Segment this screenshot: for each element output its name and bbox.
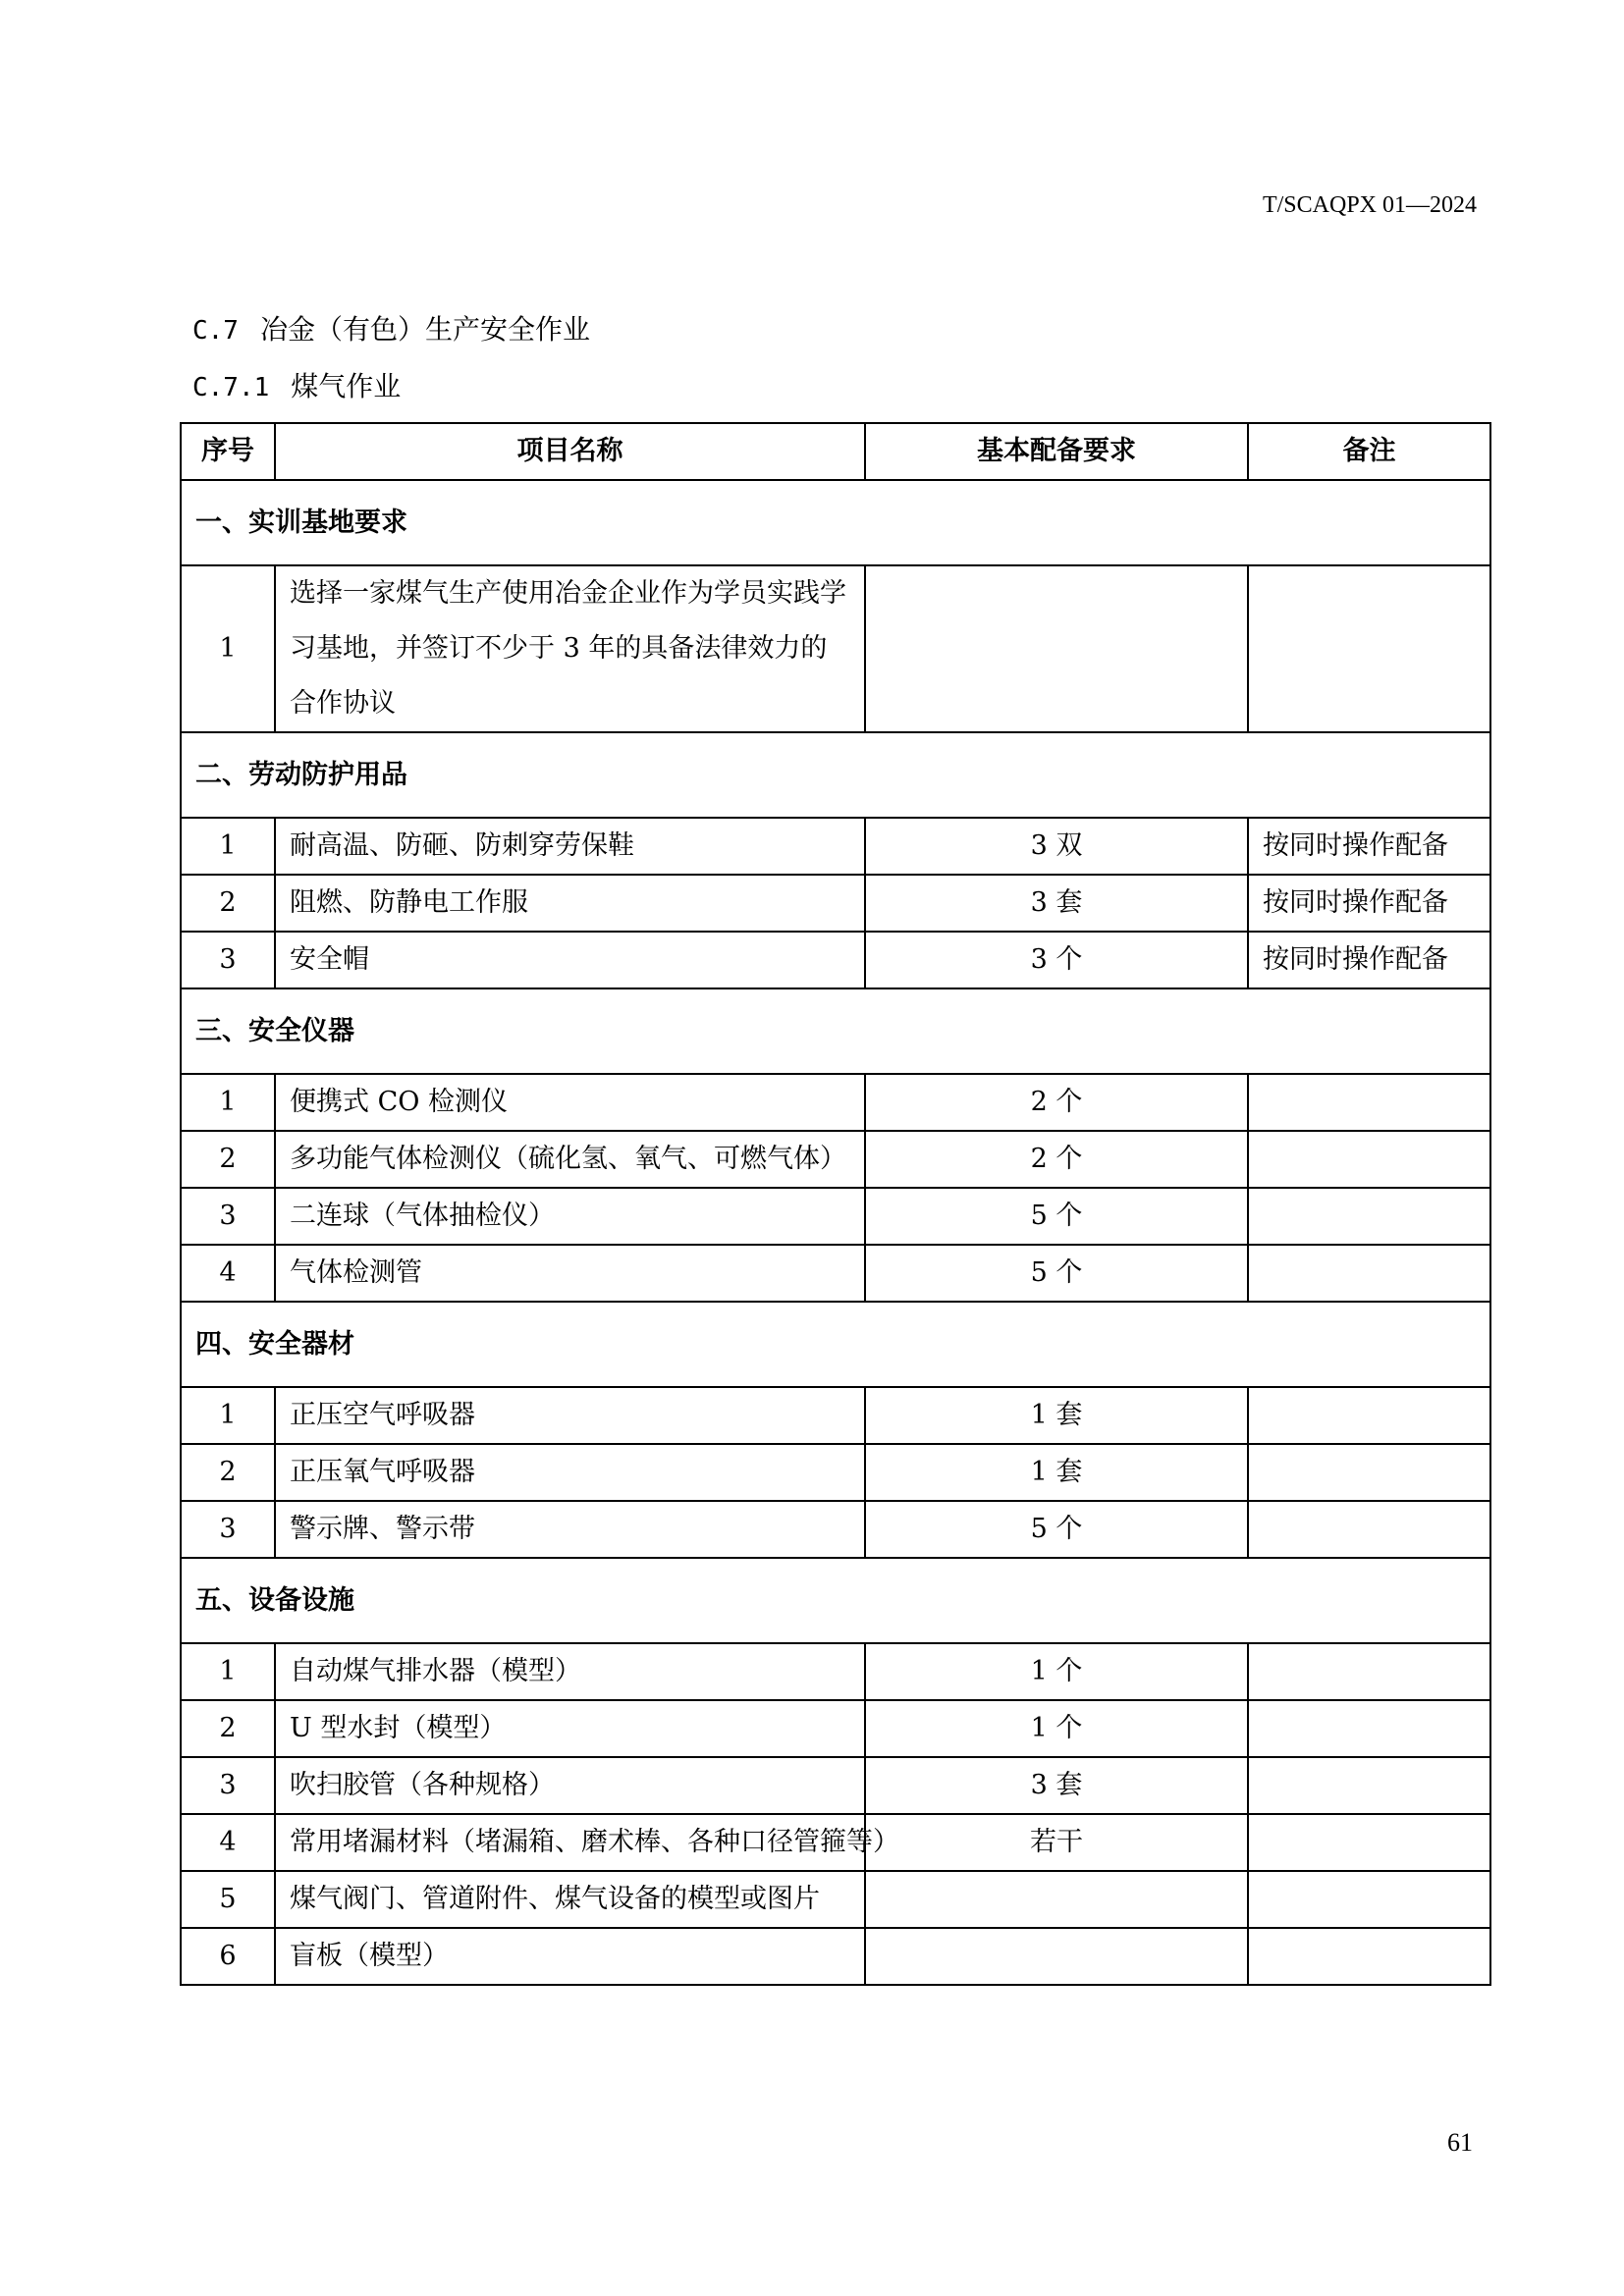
item-name: 阻燃、防静电工作服 bbox=[275, 875, 865, 932]
item-name: U 型水封（模型） bbox=[275, 1700, 865, 1757]
group-title: 五、设备设施 bbox=[181, 1558, 1490, 1643]
row-index: 2 bbox=[181, 1444, 275, 1501]
table-row bbox=[181, 1444, 1490, 1501]
section-title: 冶金（有色）生产安全作业 bbox=[259, 313, 590, 346]
row-index: 4 bbox=[181, 1814, 275, 1871]
row-index: 1 bbox=[181, 1643, 275, 1700]
item-name: 吹扫胶管（各种规格） bbox=[275, 1757, 865, 1814]
remarks bbox=[1248, 1643, 1490, 1700]
row-index: 2 bbox=[181, 875, 275, 932]
table-group-row bbox=[181, 1302, 1490, 1387]
remarks: 按同时操作配备 bbox=[1248, 932, 1490, 988]
requirement bbox=[865, 565, 1248, 732]
group-title: 三、安全仪器 bbox=[181, 988, 1490, 1074]
equipment-requirements-table bbox=[180, 422, 1491, 1986]
remarks bbox=[1248, 1700, 1490, 1757]
requirement: 5 个 bbox=[865, 1188, 1248, 1245]
table-header-row bbox=[181, 423, 1490, 480]
row-index: 1 bbox=[181, 1387, 275, 1444]
requirement bbox=[865, 1871, 1248, 1928]
remarks bbox=[1248, 1387, 1490, 1444]
requirement: 3 套 bbox=[865, 1757, 1248, 1814]
requirement: 2 个 bbox=[865, 1074, 1248, 1131]
remarks bbox=[1248, 1501, 1490, 1558]
remarks bbox=[1248, 1188, 1490, 1245]
remarks: 按同时操作配备 bbox=[1248, 818, 1490, 875]
row-index: 2 bbox=[181, 1131, 275, 1188]
remarks bbox=[1248, 1444, 1490, 1501]
remarks bbox=[1248, 565, 1490, 732]
table-row bbox=[181, 1501, 1490, 1558]
requirement: 5 个 bbox=[865, 1245, 1248, 1302]
item-name: 警示牌、警示带 bbox=[275, 1501, 865, 1558]
column-header-requirement: 基本配备要求 bbox=[865, 423, 1248, 480]
row-index: 4 bbox=[181, 1245, 275, 1302]
table-row bbox=[181, 818, 1490, 875]
requirement: 5 个 bbox=[865, 1501, 1248, 1558]
column-header-item-name: 项目名称 bbox=[275, 423, 865, 480]
item-name: 自动煤气排水器（模型） bbox=[275, 1643, 865, 1700]
item-name: 煤气阀门、管道附件、煤气设备的模型或图片 bbox=[275, 1871, 865, 1928]
table-row bbox=[181, 1074, 1490, 1131]
requirement: 3 套 bbox=[865, 875, 1248, 932]
group-title: 四、安全器材 bbox=[181, 1302, 1490, 1387]
requirement: 1 个 bbox=[865, 1700, 1248, 1757]
table-group-row bbox=[181, 1558, 1490, 1643]
requirement bbox=[865, 1928, 1248, 1985]
requirement: 1 套 bbox=[865, 1444, 1248, 1501]
requirement: 若干 bbox=[865, 1814, 1248, 1871]
remarks bbox=[1248, 1131, 1490, 1188]
row-index: 1 bbox=[181, 565, 275, 732]
table-row bbox=[181, 1757, 1490, 1814]
table-row bbox=[181, 1131, 1490, 1188]
column-header-remarks: 备注 bbox=[1248, 423, 1490, 480]
item-name: 二连球（气体抽检仪） bbox=[275, 1188, 865, 1245]
section-heading bbox=[192, 308, 590, 347]
requirement: 1 个 bbox=[865, 1643, 1248, 1700]
item-name: 常用堵漏材料（堵漏箱、磨术棒、各种口径管箍等） bbox=[275, 1814, 865, 1871]
row-index: 6 bbox=[181, 1928, 275, 1985]
item-name: 盲板（模型） bbox=[275, 1928, 865, 1985]
row-index: 3 bbox=[181, 1501, 275, 1558]
group-title: 二、劳动防护用品 bbox=[181, 732, 1490, 818]
item-name: 多功能气体检测仪（硫化氢、氧气、可燃气体） bbox=[275, 1131, 865, 1188]
row-index: 2 bbox=[181, 1700, 275, 1757]
remarks: 按同时操作配备 bbox=[1248, 875, 1490, 932]
remarks bbox=[1248, 1245, 1490, 1302]
row-index: 3 bbox=[181, 932, 275, 988]
requirement: 3 个 bbox=[865, 932, 1248, 988]
table-row bbox=[181, 1814, 1490, 1871]
subsection-title: 煤气作业 bbox=[291, 370, 402, 402]
item-name: 气体检测管 bbox=[275, 1245, 865, 1302]
table-row bbox=[181, 875, 1490, 932]
row-index: 1 bbox=[181, 1074, 275, 1131]
table-row bbox=[181, 1188, 1490, 1245]
requirement: 3 双 bbox=[865, 818, 1248, 875]
subsection-number: C.7.1 bbox=[192, 373, 270, 402]
item-name: 选择一家煤气生产使用冶金企业作为学员实践学习基地，并签订不少于 3 年的具备法律效力的合作协议 bbox=[275, 565, 865, 732]
group-title: 一、实训基地要求 bbox=[181, 480, 1490, 565]
table-group-row bbox=[181, 732, 1490, 818]
document-code: T/SCAQPX 01—2024 bbox=[1262, 192, 1477, 218]
table-group-row bbox=[181, 480, 1490, 565]
section-number: C.7 bbox=[192, 316, 239, 346]
remarks bbox=[1248, 1928, 1490, 1985]
item-name: 安全帽 bbox=[275, 932, 865, 988]
item-name: 便携式 CO 检测仪 bbox=[275, 1074, 865, 1131]
table-row bbox=[181, 1871, 1490, 1928]
remarks bbox=[1248, 1757, 1490, 1814]
item-name: 正压空气呼吸器 bbox=[275, 1387, 865, 1444]
item-name: 正压氧气呼吸器 bbox=[275, 1444, 865, 1501]
remarks bbox=[1248, 1074, 1490, 1131]
remarks bbox=[1248, 1814, 1490, 1871]
row-index: 5 bbox=[181, 1871, 275, 1928]
remarks bbox=[1248, 1871, 1490, 1928]
table-row bbox=[181, 932, 1490, 988]
row-index: 3 bbox=[181, 1188, 275, 1245]
row-index: 1 bbox=[181, 818, 275, 875]
table-group-row bbox=[181, 988, 1490, 1074]
column-header-index: 序号 bbox=[181, 423, 275, 480]
table-row bbox=[181, 1387, 1490, 1444]
table-body bbox=[181, 480, 1490, 1985]
table-row bbox=[181, 1928, 1490, 1985]
page-number: 61 bbox=[1447, 2128, 1473, 2157]
table-row bbox=[181, 1700, 1490, 1757]
table-row bbox=[181, 565, 1490, 732]
table-row bbox=[181, 1643, 1490, 1700]
row-index: 3 bbox=[181, 1757, 275, 1814]
table-row bbox=[181, 1245, 1490, 1302]
item-name: 耐高温、防砸、防刺穿劳保鞋 bbox=[275, 818, 865, 875]
requirement: 1 套 bbox=[865, 1387, 1248, 1444]
requirement: 2 个 bbox=[865, 1131, 1248, 1188]
subsection-heading bbox=[192, 365, 401, 404]
